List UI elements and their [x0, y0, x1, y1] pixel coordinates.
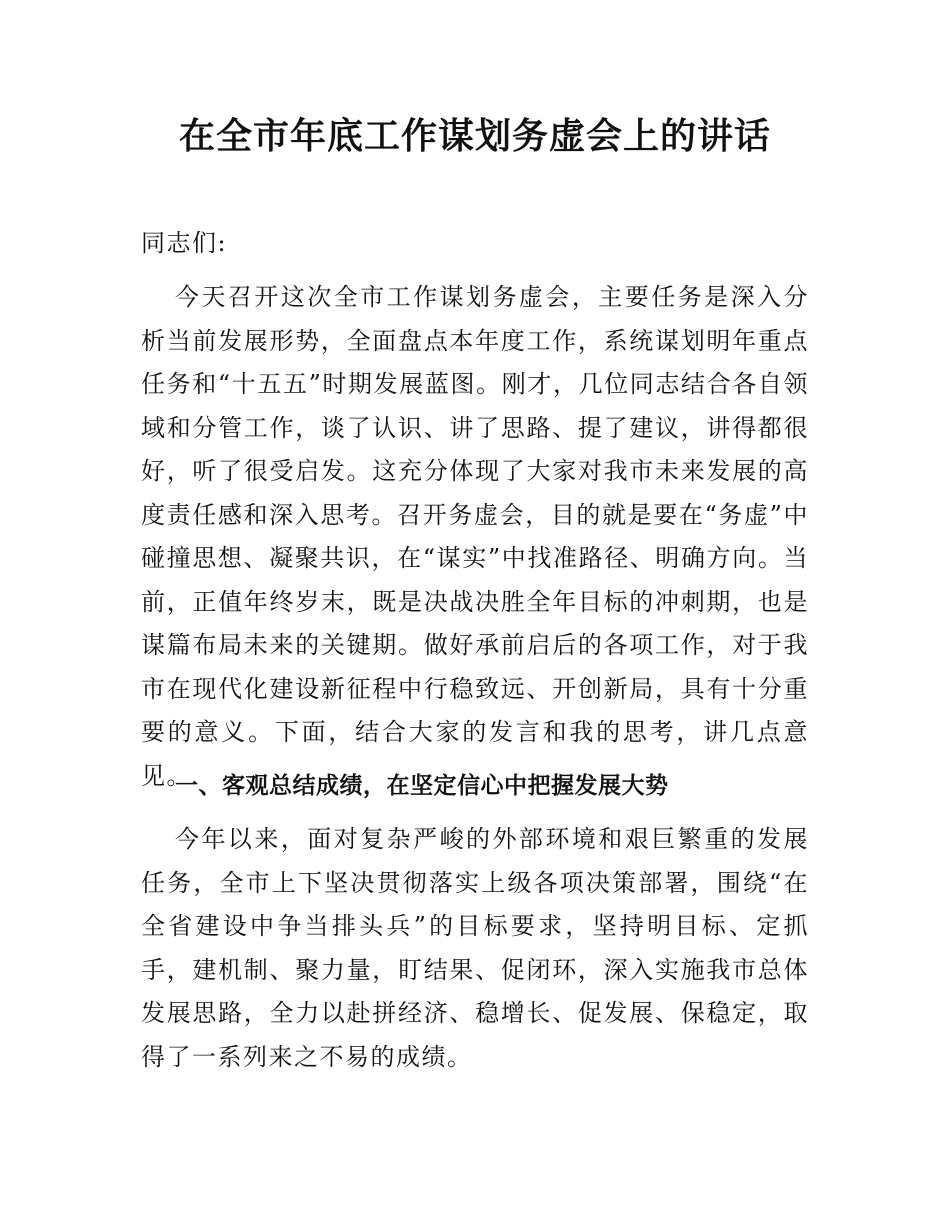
salutation: 同志们: [141, 229, 228, 257]
document-title: 在全市年底工作谋划务虚会上的讲话 [178, 115, 771, 157]
section-heading-1: 一、客观总结成绩，在坚定信心中把握发展大势 [175, 773, 669, 799]
paragraph-intro: 今天召开这次全市工作谋划务虚会，主要任务是深入分析当前发展形势，全面盘点本年度工作，系统谋划明年重点任务和“十五五”时期发展蓝图。刚才，几位同志结合各自领域和分管工作，谈了认识、讲了思路、提了建议，讲得都很好，听了很受启发。这充分体现了大家对我市未来发展的高度责任感和深入思考。召开务虚会，目的就是要在“务虚”中碰撞思想、凝聚共识，在“谋实”中找准路径、明确方向。当前，正值年终岁末，既是决战决胜全年目标的冲刺期，也是谋篇布局未来的关键期。做好承前启后的各项工作，对于我市在现代化建设新征程中行稳致远、开创新局，具有十分重要的意义。下面，结合大家的发言和我的思考，讲几点意见。 [141, 283, 809, 790]
paragraph-achievements: 今年以来，面对复杂严峻的外部环境和艰巨繁重的发展任务，全市上下坚决贯彻落实上级各项决策部署，围绕“在全省建设中争当排头兵”的目标要求，坚持明目标、定抓手，建机制、聚力量，盯结果、促闭环，深入实施我市总体发展思路，全力以赴拼经济、稳增长、促发展、保稳定，取得了一系列来之不易的成绩。 [141, 825, 809, 1071]
